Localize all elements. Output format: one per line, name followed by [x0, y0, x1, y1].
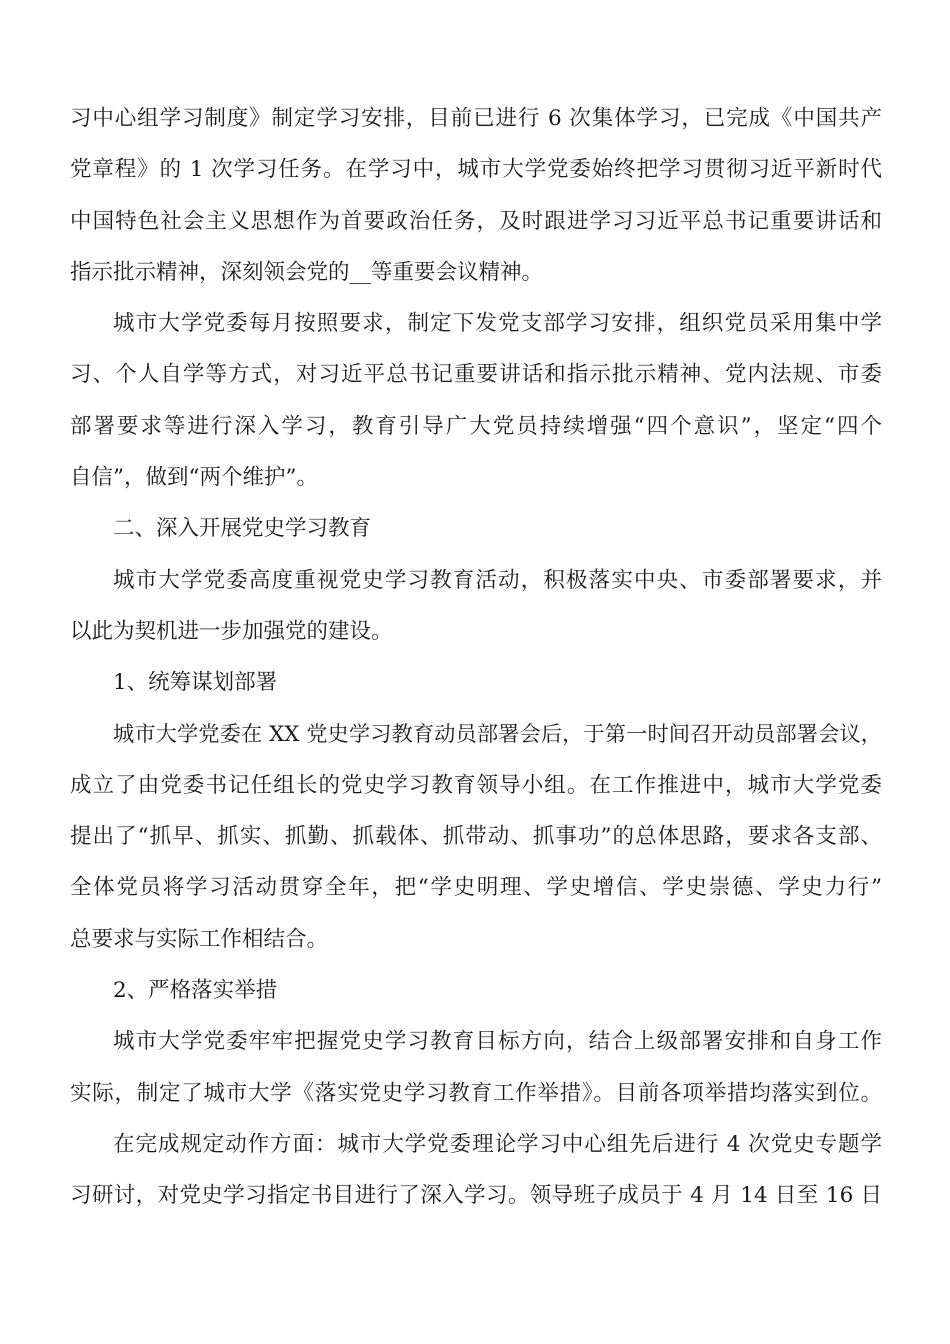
- subheading-1: 1、统筹谋划部署: [113, 670, 278, 696]
- text-line-21: 在完成规定动作方面：城市大学党委理论学习中心组先后进行 4 次党史专题学: [113, 1131, 882, 1157]
- text-line-16: 全体党员将学习活动贯穿全年，把“学史明理、学史增信、学史崇德、学史力行”: [70, 875, 882, 901]
- text-line-3: 中国特色社会主义思想作为首要政治任务，及时跟进学习习近平总书记重要讲话和: [70, 208, 882, 234]
- text-line-14: 成立了由党委书记任组长的党史学习教育领导小组。在工作推进中，城市大学党委: [70, 772, 882, 798]
- section-heading-2: 二、深入开展党史学习教育: [113, 516, 372, 542]
- text-line-6: 习、个人自学等方式，对习近平总书记重要讲话和指示批示精神、党内法规、市委: [70, 362, 882, 388]
- document-body: [70, 93, 882, 1222]
- text-line-4: 指示批示精神，深刻领会党的__等重要会议精神。: [70, 259, 544, 285]
- text-line-1: 习中心组学习制度》制定学习安排，目前已进行 6 次集体学习，已完成《中国共产: [70, 106, 882, 131]
- text-line-19: 城市大学党委牢牢把握党史学习教育目标方向，结合上级部署安排和自身工作: [113, 1029, 882, 1055]
- text-line-22: 习研讨，对党史学习指定书目进行了深入学习。领导班子成员于 4 月 14 日至 16 日: [70, 1183, 882, 1209]
- text-line-11: 以此为契机进一步加强党的建设。: [70, 618, 393, 644]
- text-line-5: 城市大学党委每月按照要求，制定下发党支部学习安排，组织党员采用集中学: [113, 311, 882, 337]
- text-line-7: 部署要求等进行深入学习，教育引导广大党员持续增强“四个意识”，坚定“四个: [70, 413, 882, 439]
- text-line-17: 总要求与实际工作相结合。: [70, 926, 329, 952]
- text-line-10: 城市大学党委高度重视党史学习教育活动，积极落实中央、市委部署要求，并: [113, 567, 882, 593]
- text-line-8: 自信”，做到“两个维护”。: [70, 465, 318, 491]
- text-line-2: 党章程》的 1 次学习任务。在学习中，城市大学党委始终把学习贯彻习近平新时代: [70, 157, 882, 183]
- text-line-15: 提出了“抓早、抓实、抓勤、抓载体、抓带动、抓事功”的总体思路，要求各支部、: [70, 824, 882, 850]
- text-line-13: 城市大学党委在 XX 党史学习教育动员部署会后，于第一时间召开动员部署会议，: [113, 721, 882, 747]
- subheading-2: 2、严格落实举措: [113, 978, 278, 1004]
- text-line-20: 实际，制定了城市大学《落实党史学习教育工作举措》。目前各项举措均落实到位。: [70, 1080, 882, 1106]
